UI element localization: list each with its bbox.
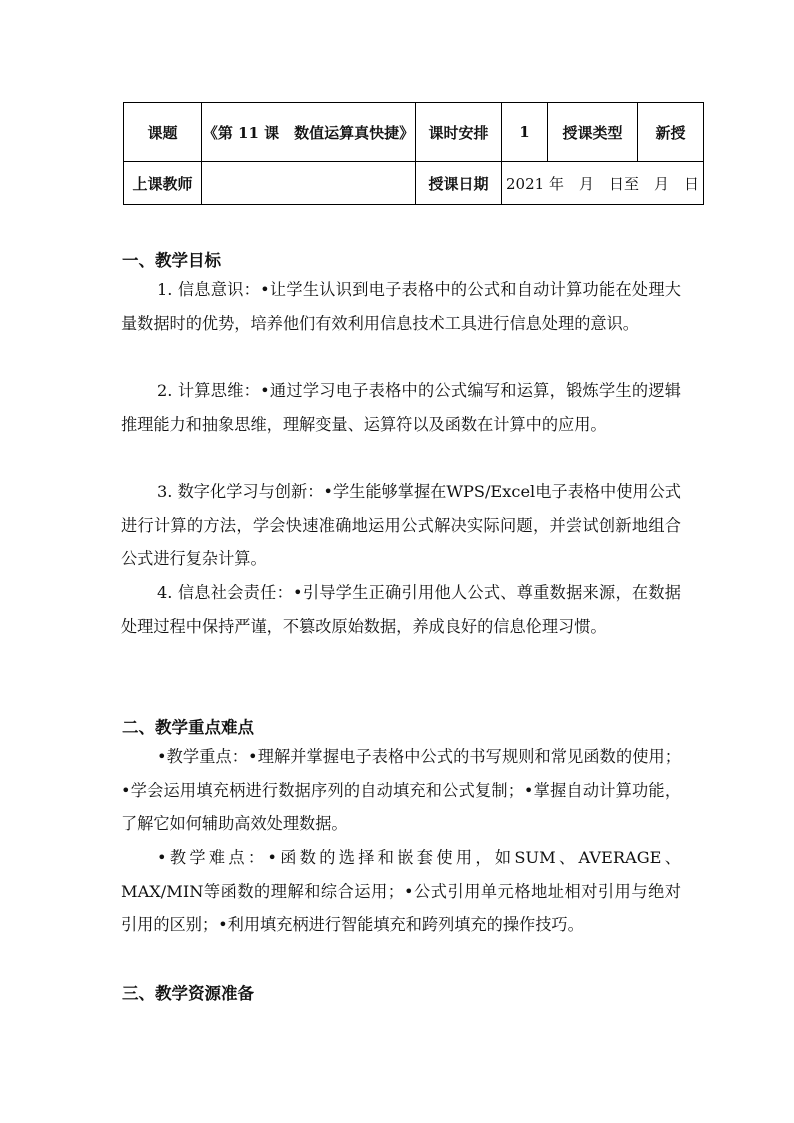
teacher-value bbox=[202, 162, 416, 205]
objective-paragraph: 2. 计算思维：•通过学习电子表格中的公式编写和运算，锻炼学生的逻辑推理能力和抽象思维，理解变量、运算符以及函数在计算中的应用。 bbox=[121, 381, 681, 434]
topic-value: 《第 11 课 数值运算真快捷》 bbox=[202, 103, 416, 162]
type-value: 新授 bbox=[638, 103, 704, 162]
objective-paragraph: 3. 数字化学习与创新：•学生能够掌握在WPS/Excel电子表格中使用公式进行计算的方法，学会快速准确地运用公式解决实际问题，并尝试创新地组合公式进行复杂计算。 bbox=[121, 482, 681, 568]
key-point-paragraph: •教学难点：•函数的选择和嵌套使用，如SUM、AVERAGE、MAX/MIN等函数的理解和综合运用；•公式引用单元格地址相对引用与绝对引用的区别；•利用填充柄进行智能填充和跨列填充的操作技巧。 bbox=[121, 848, 681, 934]
date-value: 2021 年 月 日至 月 日 bbox=[502, 162, 704, 205]
date-label: 授课日期 bbox=[416, 162, 502, 205]
objective-paragraph: 1. 信息意识：•让学生认识到电子表格中的公式和自动计算功能在处理大量数据时的优势，培养他们有效利用信息技术工具进行信息处理的意识。 bbox=[121, 280, 681, 333]
type-label: 授课类型 bbox=[548, 103, 638, 162]
section-title-objectives: 一、教学目标 bbox=[122, 251, 221, 270]
lesson-info-table bbox=[123, 102, 704, 205]
hours-value: 1 bbox=[502, 103, 548, 162]
section-title-resources: 三、教学资源准备 bbox=[122, 984, 254, 1003]
info-row-topic bbox=[124, 103, 704, 162]
teacher-label: 上课教师 bbox=[124, 162, 202, 205]
section-title-key-points: 二、教学重点难点 bbox=[122, 718, 254, 737]
objective-paragraph: 4. 信息社会责任：•引导学生正确引用他人公式、尊重数据来源，在数据处理过程中保持严谨，不篡改原始数据，养成良好的信息伦理习惯。 bbox=[121, 583, 681, 636]
hours-label: 课时安排 bbox=[416, 103, 502, 162]
key-point-paragraph: •教学重点：•理解并掌握电子表格中公式的书写规则和常见函数的使用；•学会运用填充柄进行数据序列的自动填充和公式复制；•掌握自动计算功能，了解它如何辅助高效处理数据。 bbox=[121, 747, 681, 833]
info-row-teacher bbox=[124, 162, 704, 205]
topic-label: 课题 bbox=[124, 103, 202, 162]
